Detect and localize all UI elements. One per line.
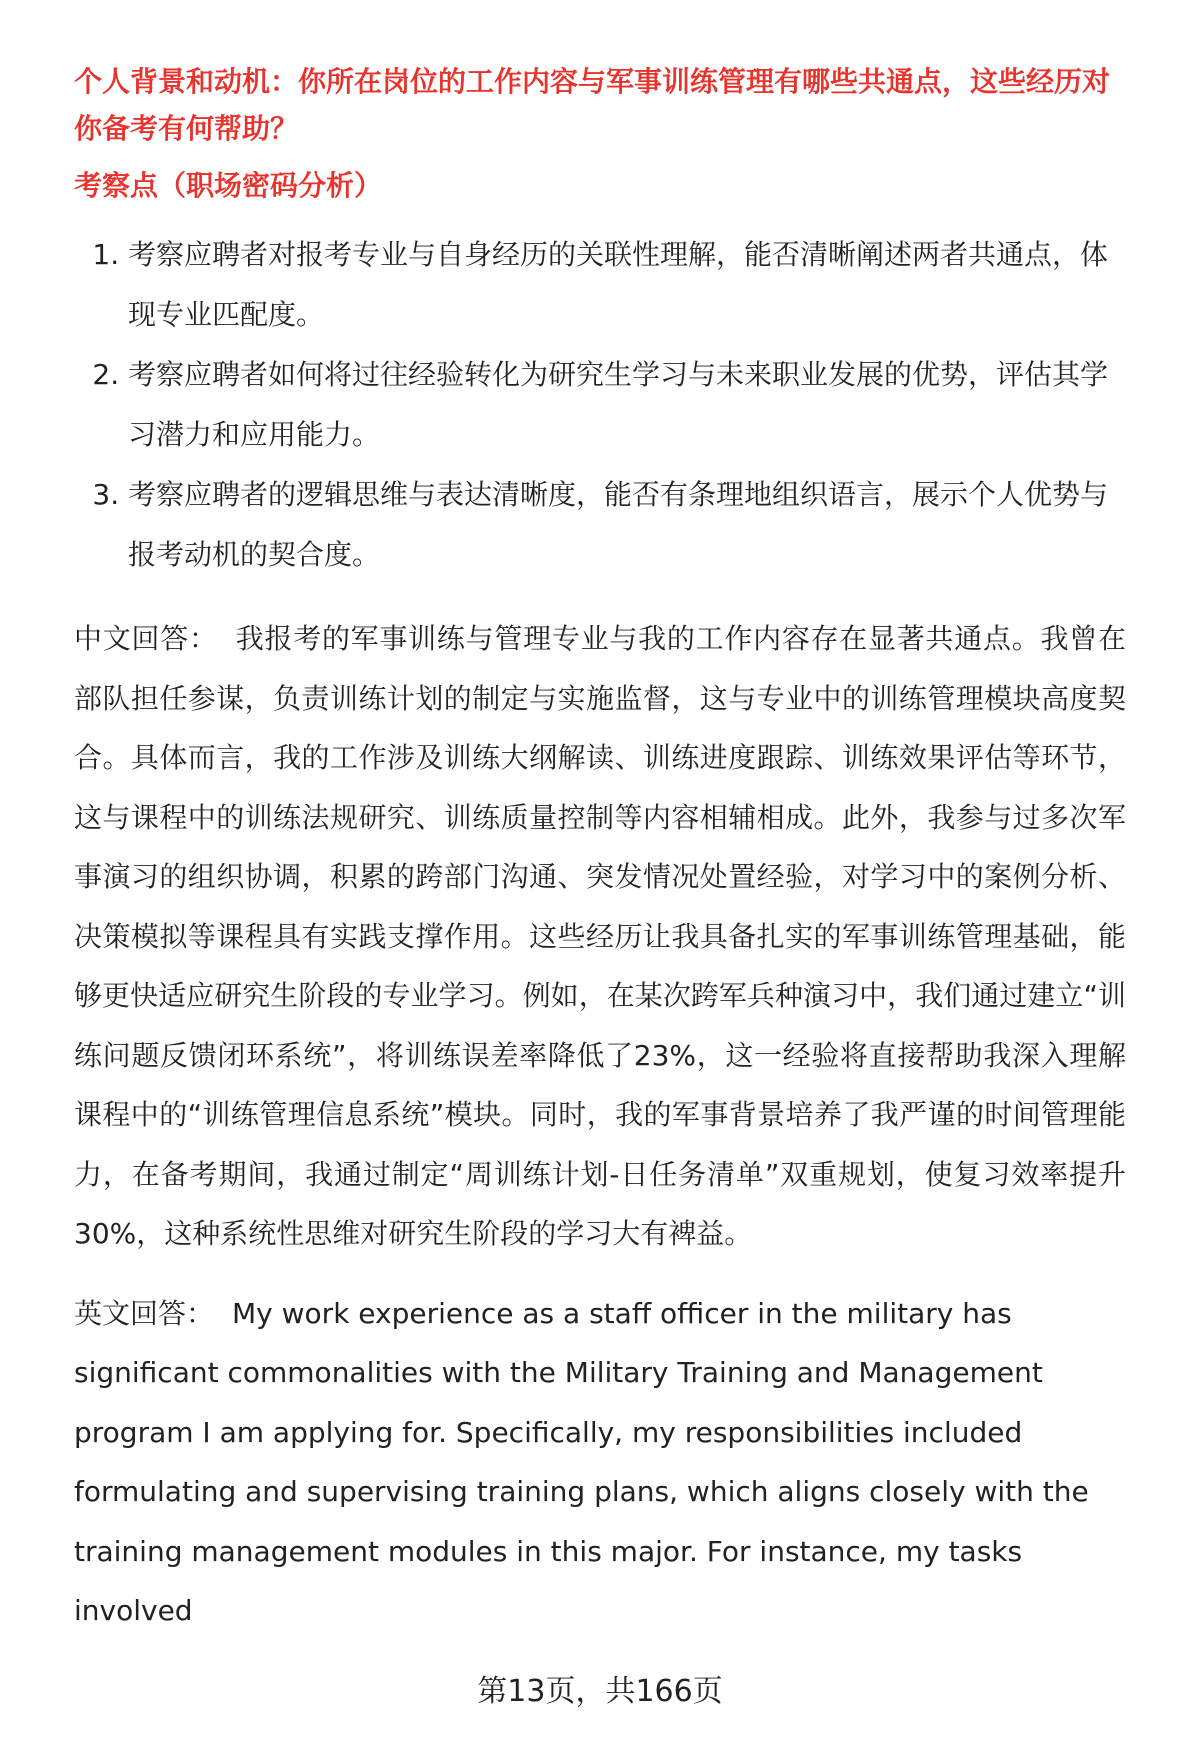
chinese-answer-label: 中文回答： [74, 622, 218, 655]
evaluation-point-2: 2. 考察应聘者如何将过往经验转化为研究生学习与未来职业发展的优势，评估其学习潜力和应用能力。 [128, 345, 1126, 465]
evaluation-point-3: 3. 考察应聘者的逻辑思维与表达清晰度，能否有条理地组织语言，展示个人优势与报考动机的契合度。 [128, 465, 1126, 585]
evaluation-points-list [74, 225, 1126, 585]
chinese-answer [74, 609, 1126, 1264]
english-answer-label: 英文回答： [74, 1296, 215, 1330]
english-answer-text: My work experience as a staff officer in the military has significant commonalities with the Military Training and Management program I am applying for. Specifically, my responsibilities included formulating and supervising training plans, which aligns closely with the training management modules in this major. For instance, my tasks involved [74, 1296, 1089, 1627]
section-title: 考察点（职场密码分析） [74, 169, 383, 202]
english-answer [74, 1284, 1126, 1641]
question-heading: 个人背景和动机：你所在岗位的工作内容与军事训练管理有哪些共通点，这些经历对你备考有何帮助？ [74, 65, 1111, 145]
page-number-footer: 第13页，共166页 [477, 1674, 723, 1709]
evaluation-point-1: 1. 考察应聘者对报考专业与自身经历的关联性理解，能否清晰阐述两者共通点，体现专业匹配度。 [128, 225, 1126, 345]
chinese-answer-text: 我报考的军事训练与管理专业与我的工作内容存在显著共通点。我曾在部队担任参谋，负责训练计划的制定与实施监督，这与专业中的训练管理模块高度契合。具体而言，我的工作涉及训练大纲解读、训练进度跟踪、训练效果评估等环节，这与课程中的训练法规研究、训练质量控制等内容相辅相成。此外，我参与过多次军事演习的组织协调，积累的跨部门沟通、突发情况处置经验，对学习中的案例分析、决策模拟等课程具有实践支撑作用。这些经历让我具备扎实的军事训练管理基础，能够更快适应研究生阶段的专业学习。例如，在某次跨军兵种演习中，我们通过建立“训练问题反馈闭环系统”，将训练误差率降低了23%，这一经验将直接帮助我深入理解课程中的“训练管理信息系统”模块。同时，我的军事背景培养了我严谨的时间管理能力，在备考期间，我通过制定“周训练计划-日任务清单”双重规划，使复习效率提升30%，这种系统性思维对研究生阶段的学习大有裨益。 [74, 622, 1126, 1250]
